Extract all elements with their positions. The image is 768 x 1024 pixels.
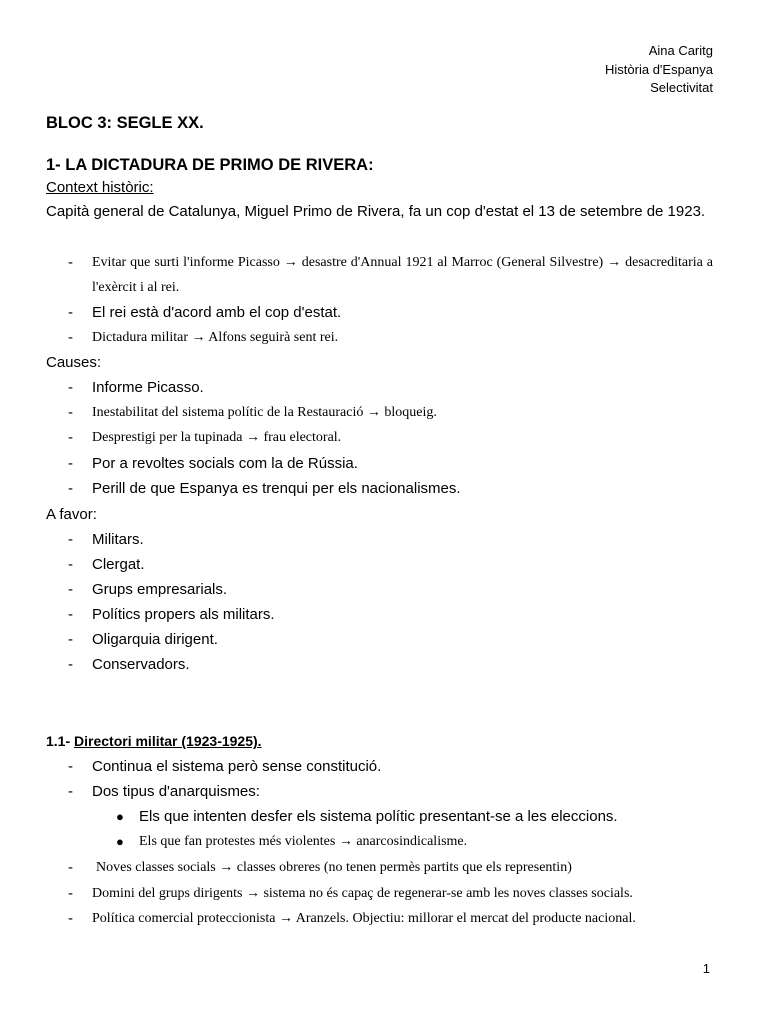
- list-item-text: Por a revoltes socials com la de Rússia.: [92, 455, 358, 472]
- list-item-text: Conservadors.: [92, 656, 190, 673]
- list-dash: -: [68, 606, 73, 623]
- context-label-text: Context històric:: [46, 179, 154, 196]
- list-item-text: Desprestigi per la tupinada → frau electoral.: [92, 430, 342, 445]
- list-dash: -: [68, 455, 73, 472]
- list-dash: -: [68, 254, 73, 271]
- list-dash: -: [68, 885, 73, 902]
- list-dash: -: [68, 556, 73, 573]
- list-item-text: Polítics propers als militars.: [92, 606, 275, 623]
- causes-label: Causes:: [46, 354, 102, 371]
- bullet-item-text: Els que fan protestes més violentes → anarcosindicalisme.: [139, 834, 468, 849]
- section-1-1-heading: Directori militar (1923-1925).: [74, 733, 262, 749]
- list-dash: -: [68, 531, 73, 548]
- list-dash: -: [68, 910, 73, 927]
- list-dash: -: [68, 304, 73, 321]
- list-item-text: El rei està d'acord amb el cop d'estat.: [92, 304, 342, 321]
- list-item-text: Grups empresarials.: [92, 581, 228, 598]
- list-item-text: Domini del grups dirigents → sistema no és capaç de regenerar-se amb les noves classes socials.: [92, 886, 633, 901]
- page-number: 1: [702, 961, 710, 976]
- bloc-title: BLOC 3: SEGLE XX.: [46, 114, 204, 132]
- bullet-dot-icon: ●: [116, 834, 124, 849]
- subject-name: Història d'Espanya: [605, 61, 713, 77]
- list-dash: -: [68, 379, 73, 396]
- list-dash: -: [68, 581, 73, 598]
- list-item-text: Militars.: [92, 531, 144, 548]
- favor-label: A favor:: [46, 506, 97, 523]
- list-item-text: Evitar que surti l'informe Picasso → desastre d'Annual 1921 al Marroc (General Silvestre) → desacreditaria a l'exèrcit i al rei.: [92, 255, 713, 295]
- list-item-text: Dictadura militar → Alfons seguirà sent rei.: [92, 330, 339, 345]
- list-dash: -: [68, 329, 73, 346]
- course-name: Selectivitat: [650, 80, 713, 95]
- context-label: [46, 179, 713, 196]
- document-header: [605, 42, 713, 98]
- list-dash: -: [68, 480, 73, 497]
- list-dash: -: [68, 631, 73, 648]
- bullet-item-text: Els que intenten desfer els sistema polític presentant-se a les eleccions.: [139, 808, 618, 825]
- list-item-text: Dos tipus d'anarquismes:: [92, 783, 260, 800]
- list-item-text: Clergat.: [92, 556, 145, 573]
- list-dash: -: [68, 758, 73, 775]
- list-dash: -: [68, 859, 73, 876]
- list-item-text: Informe Picasso.: [92, 379, 204, 396]
- section-1-title: 1- LA DICTADURA DE PRIMO DE RIVERA:: [46, 156, 374, 174]
- section-1-1-number: 1.1-: [46, 733, 71, 749]
- list-item-text: Noves classes socials → classes obreres (no tenen permès partits que els representin): [96, 860, 572, 875]
- bullet-dot-icon: ●: [116, 809, 124, 824]
- list-dash: -: [68, 783, 73, 800]
- list-item-text: Perill de que Espanya es trenqui per els nacionalismes.: [92, 480, 461, 497]
- list-item-text: Inestabilitat del sistema polític de la Restauració → bloqueig.: [92, 405, 437, 420]
- list-dash: -: [68, 656, 73, 673]
- context-paragraph: Capità general de Catalunya, Miguel Primo de Rivera, fa un cop d'estat el 13 de setembre de 1923.: [46, 203, 706, 220]
- list-dash: -: [68, 429, 73, 446]
- list-item: [46, 250, 713, 300]
- list-item-text: Política comercial proteccionista → Aranzels. Objectiu: millorar el mercat del producte nacional.: [92, 911, 636, 926]
- list-item-text: Continua el sistema però sense constitució.: [92, 758, 382, 775]
- list-item-text: Oligarquia dirigent.: [92, 631, 218, 648]
- author-name: Aina Caritg: [648, 43, 713, 58]
- section-1-1-title: [46, 733, 713, 749]
- list-dash: -: [68, 404, 73, 421]
